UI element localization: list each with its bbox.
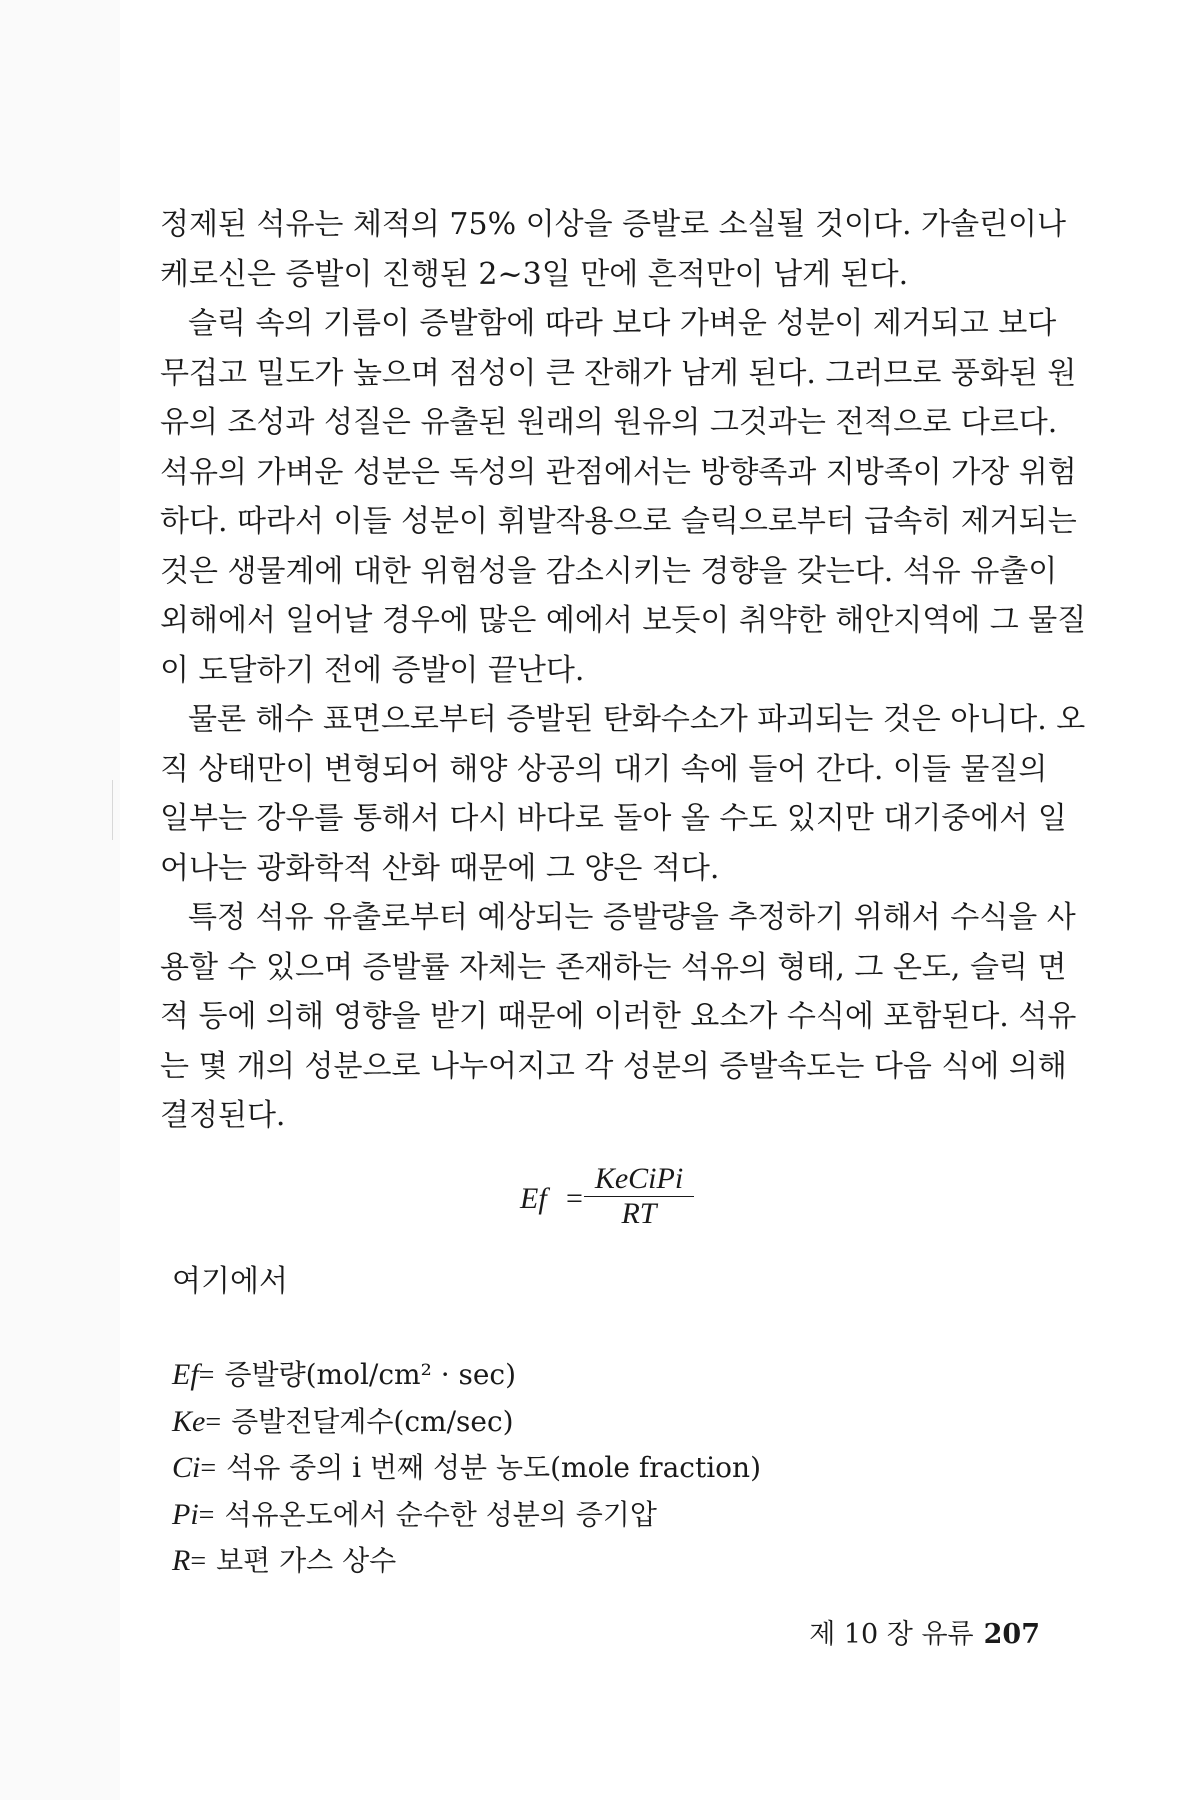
text-line: 이 도달하기 전에 증발이 끝난다. — [160, 652, 585, 688]
text-line: 무겁고 밀도가 높으며 점성이 큰 잔해가 남게 된다. 그러므로 풍화된 원 — [160, 355, 1077, 391]
definition-equals: = — [198, 1499, 215, 1531]
formula-denominator: RT — [621, 1197, 657, 1230]
definition-text: 증발전달계수(cm/sec) — [231, 1404, 514, 1438]
body-text — [160, 200, 1087, 1141]
definition-equals: = — [198, 1360, 215, 1391]
text-line: 정제된 석유는 체적의 75% 이상을 증발로 소실될 것이다. 가솔린이나 — [160, 207, 1066, 242]
paragraph — [160, 200, 1066, 299]
text-line: 하다. 따라서 이들 성분이 휘발작용으로 슬릭으로부터 급속히 제거되는 — [160, 504, 1077, 539]
scan-mark — [112, 780, 113, 840]
formula-lhs: Ef — [520, 1182, 547, 1215]
text-line: 석유의 가벼운 성분은 독성의 관점에서는 방향족과 지방족이 가장 위험 — [160, 454, 1077, 490]
text-line: 특정 석유 유출로부터 예상되는 증발량을 추정하기 위해서 수식을 사 — [188, 900, 1076, 935]
page-footer — [809, 1612, 1040, 1651]
text-line: 는 몇 개의 성분으로 나누어지고 각 성분의 증발속도는 다음 식에 의해 — [160, 1048, 1067, 1084]
definition-symbol: Ef — [172, 1358, 199, 1391]
formula-equals: = — [566, 1182, 583, 1215]
text-line: 외해에서 일어날 경우에 많은 예에서 보듯이 취약한 해안지역에 그 물질 — [160, 603, 1087, 638]
definition-row — [172, 1492, 932, 1539]
formula-fraction — [584, 1162, 694, 1231]
definition-row — [172, 1445, 932, 1492]
definition-symbol: Ci — [172, 1451, 201, 1484]
text-line: 케로신은 증발이 진행된 2~3일 만에 흔적만이 남게 된다. — [160, 256, 909, 292]
text-line: 물론 해수 표면으로부터 증발된 탄화수소가 파괴되는 것은 아니다. 오 — [188, 702, 1086, 737]
definition-equals: = — [200, 1453, 217, 1484]
paragraph — [160, 299, 1087, 695]
text-line: 어나는 광화학적 산화 때문에 그 양은 적다. — [160, 850, 720, 886]
page-number: 207 — [983, 1619, 1040, 1650]
definition-symbol: Ke — [172, 1404, 206, 1438]
definition-symbol: Pi — [172, 1497, 199, 1531]
paragraph — [160, 893, 1077, 1141]
definition-row — [172, 1352, 932, 1399]
definition-equals: = — [190, 1546, 207, 1577]
text-line: 결정된다. — [160, 1098, 286, 1133]
where-label: 여기에서 — [172, 1264, 288, 1299]
definition-row — [172, 1399, 932, 1446]
text-line: 유의 조성과 성질은 유출된 원래의 원유의 그것과는 전적으로 다르다. — [160, 405, 1058, 440]
variable-definitions — [172, 1352, 932, 1585]
chapter-title: 제 10 장 유류 — [809, 1619, 974, 1650]
definition-text: 증발량(mol/cm² · sec) — [224, 1358, 517, 1391]
text-line: 일부는 강우를 통해서 다시 바다로 돌아 올 수도 있지만 대기중에서 일 — [160, 801, 1067, 836]
text-line: 것은 생물계에 대한 위험성을 감소시키는 경향을 갖는다. 석유 유출이 — [160, 553, 1058, 589]
scan-shadow — [0, 0, 120, 1800]
definition-row — [172, 1538, 932, 1585]
definition-text: 보편 가스 상수 — [216, 1544, 397, 1577]
definition-symbol: R — [172, 1544, 191, 1577]
text-line: 적 등에 의해 영향을 받기 때문에 이러한 요소가 수식에 포함된다. 석유 — [160, 999, 1077, 1034]
text-line: 직 상태만이 변형되어 해양 상공의 대기 속에 들어 간다. 이들 물질의 — [160, 751, 1048, 787]
definition-equals: = — [205, 1406, 222, 1438]
text-line: 용할 수 있으며 증발률 자체는 존재하는 석유의 형태, 그 온도, 슬릭 면 — [160, 949, 1067, 985]
definition-text: 석유 중의 i 번째 성분 농도(mole fraction) — [226, 1451, 761, 1484]
text-line: 슬릭 속의 기름이 증발함에 따라 보다 가벼운 성분이 제거되고 보다 — [188, 306, 1057, 341]
formula-numerator: KeCiPi — [594, 1162, 684, 1195]
definition-text: 석유온도에서 순수한 성분의 증기압 — [224, 1497, 657, 1531]
evaporation-formula — [520, 1162, 700, 1232]
paragraph — [160, 695, 1086, 893]
